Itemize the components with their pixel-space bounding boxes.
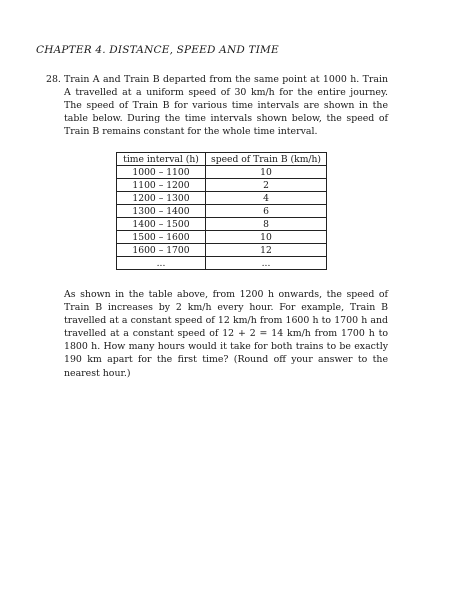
table-cell: 10 [206, 231, 327, 244]
table-cell: 1100 – 1200 [117, 179, 206, 192]
table-row [117, 192, 327, 205]
table-row [117, 166, 327, 179]
table-row [117, 244, 327, 257]
table-cell: 1500 – 1600 [117, 231, 206, 244]
table-cell: 1000 – 1100 [117, 166, 206, 179]
problem-intro: Train A and Train B departed from the same point at 1000 h. Train A travelled at a uniform speed of 30 km/h for the entire journey. The speed of Train B for various time intervals are shown in the table below. During the time intervals shown below, the speed of Train B remains constant for the whole time interval. [64, 74, 388, 138]
column-header-speed: speed of Train B (km/h) [206, 153, 327, 166]
table-cell: 1600 – 1700 [117, 244, 206, 257]
table-cell: 1300 – 1400 [117, 205, 206, 218]
table-cell: 2 [206, 179, 327, 192]
problem-followup: As shown in the table above, from 1200 h onwards, the speed of Train B increases by 2 km/h every hour. For example, Train B travelled at a constant speed of 12 km/h from 1600 h to 1700 h and travelled at a constant speed of 12 + 2 = 14 km/h from 1700 h to 1800 h. How many hours would it take for both trains to be exactly 190 km apart for the first time? (Round off your answer to the nearest hour.) [64, 289, 388, 379]
table-cell: ... [117, 257, 206, 270]
table-cell: 10 [206, 166, 327, 179]
problem-statement [46, 73, 388, 138]
speed-table [116, 152, 327, 270]
chapter-header: CHAPTER 4. DISTANCE, SPEED AND TIME [36, 44, 279, 56]
table-row [117, 205, 327, 218]
table-row [117, 179, 327, 192]
table-header-row [117, 153, 327, 166]
table-cell: 1400 – 1500 [117, 218, 206, 231]
table-cell: ... [206, 257, 327, 270]
table-cell: 8 [206, 218, 327, 231]
table-cell: 6 [206, 205, 327, 218]
table-row [117, 231, 327, 244]
table-cell: 12 [206, 244, 327, 257]
column-header-time-interval: time interval (h) [117, 153, 206, 166]
problem-number: 28. [46, 74, 61, 85]
table-row [117, 218, 327, 231]
table-row [117, 257, 327, 270]
table-cell: 4 [206, 192, 327, 205]
table-cell: 1200 – 1300 [117, 192, 206, 205]
